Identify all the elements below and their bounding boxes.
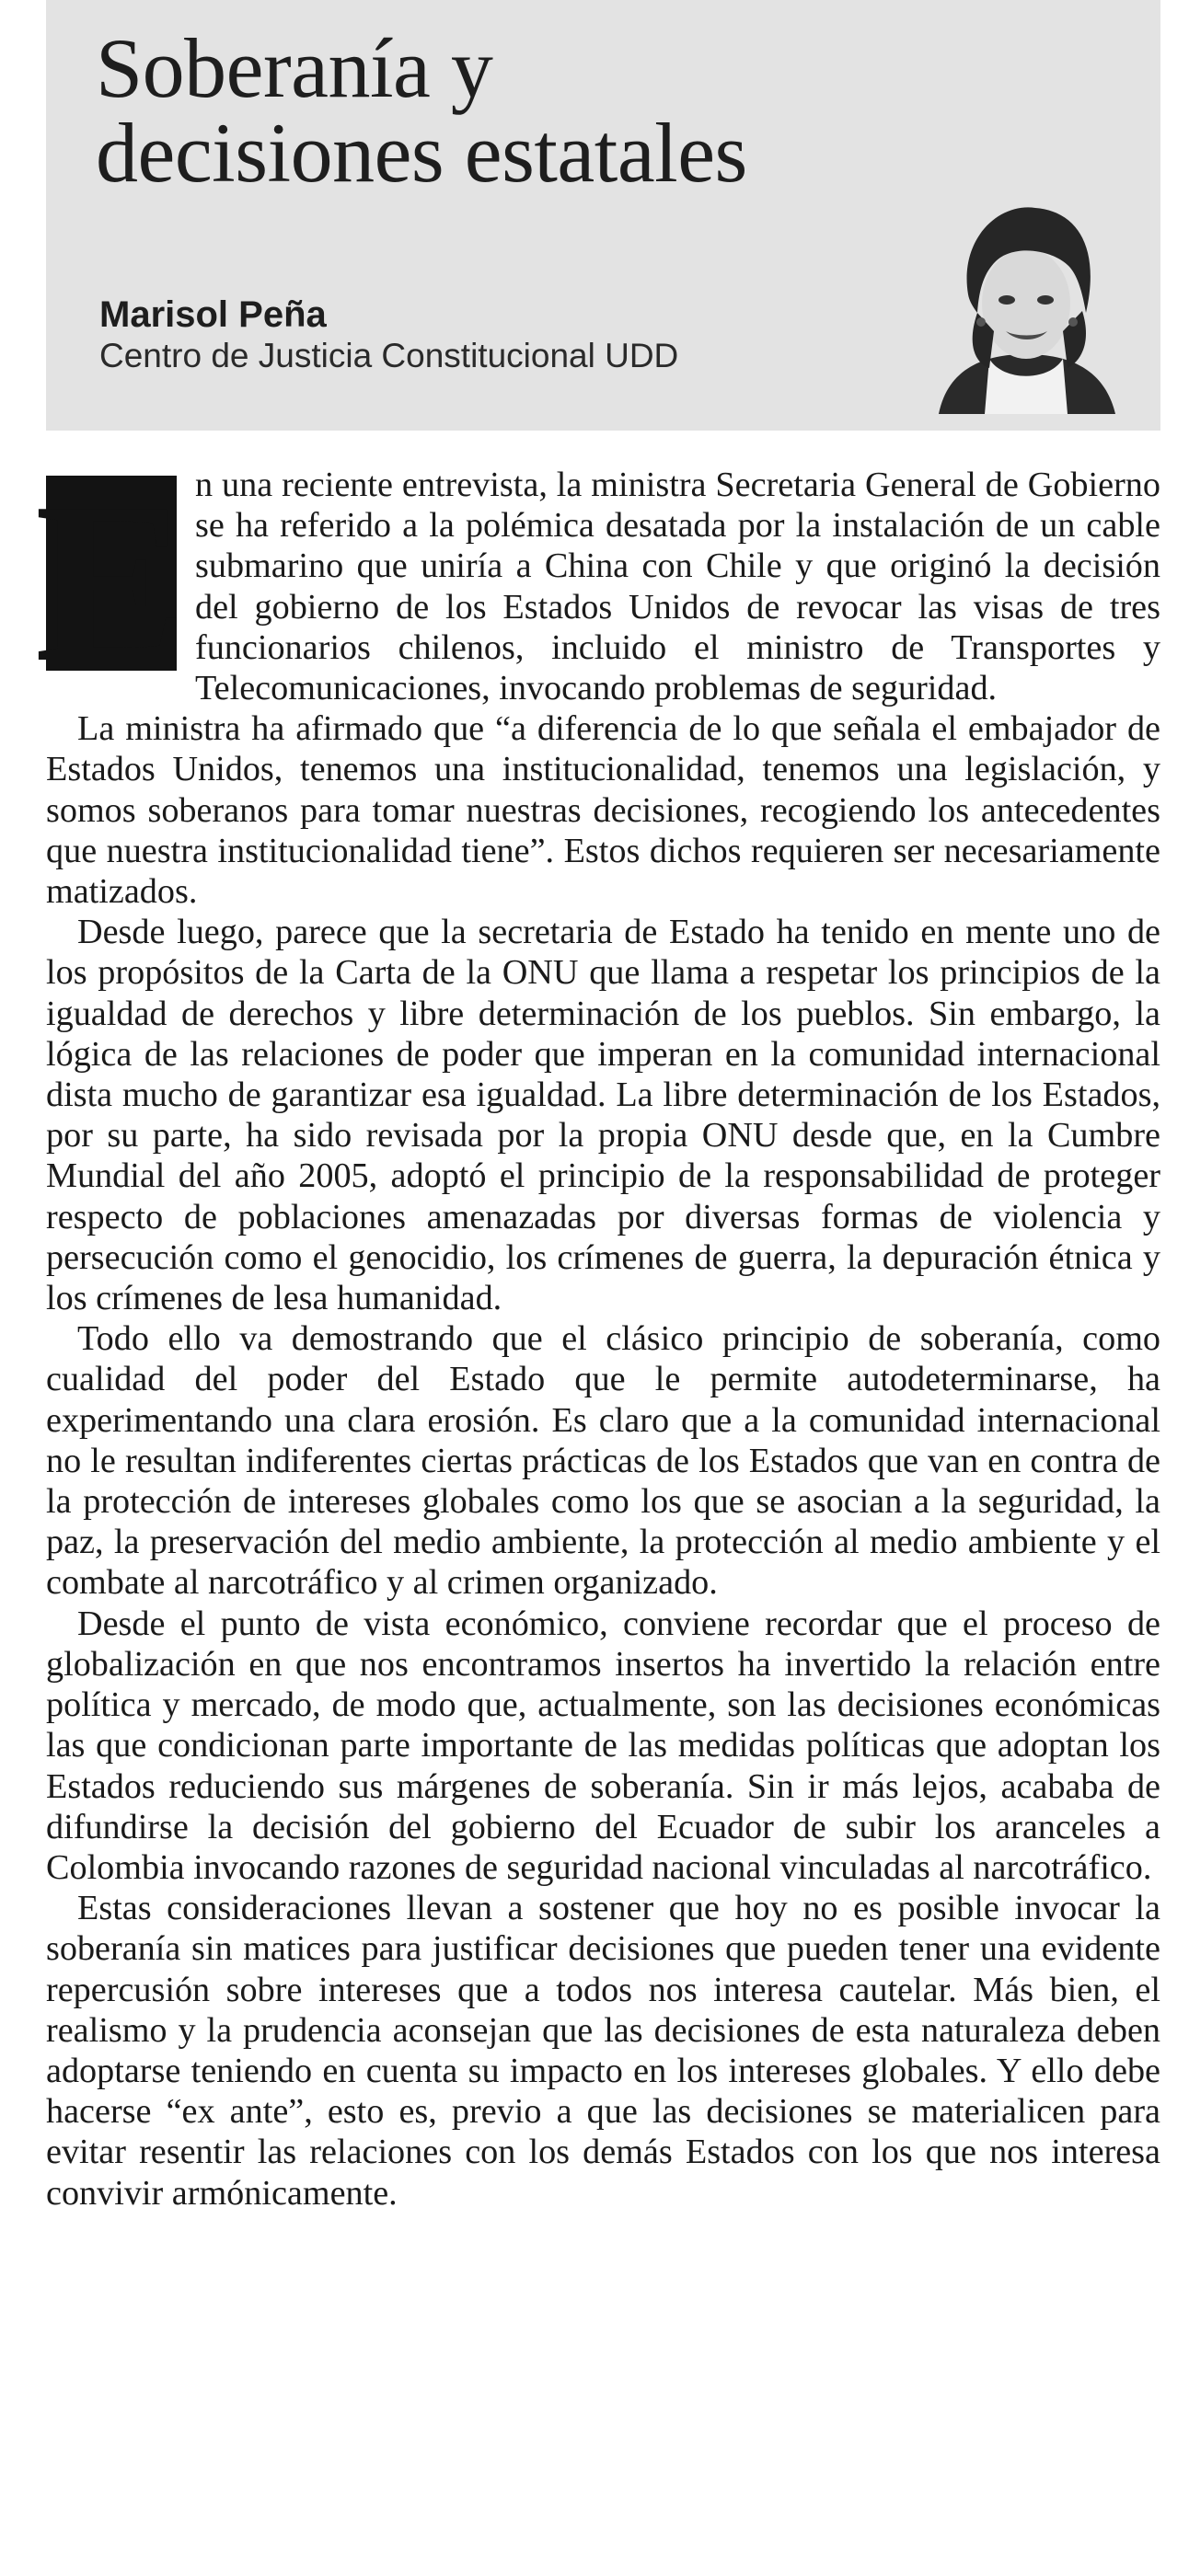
paragraph-5: Desde el punto de vista económico, conviene recordar que el proceso de globalización en que nos encontramos insertos ha invertido la relación entre política y mercado, de modo que, actualmente, son las decisiones económicas las que condicionan parte importante de las medidas políticas que adoptan los Estados reduciendo sus márgenes de soberanía. Sin ir más lejos, acababa de difundirse la decisión del gobierno del Ecuador de subir los aranceles a Colombia invocando razones de seguridad nacional vinculadas al narcotráfico. bbox=[46, 1604, 1160, 1887]
paragraph-3: Desde luego, parece que la secretaria de Estado ha tenido en mente uno de los propósitos de la Carta de la ONU que llama a respetar los principios de la igualdad de derechos y libre determinación de los pueblos. Sin embargo, la lógica de las relaciones de poder que imperan en la comunidad internacional dista mucho de garantizar esa igualdad. La libre determinación de los Estados, por su parte, ha sido revisada por la propia ONU desde que, en la Cumbre Mundial del año 2005, adoptó el principio de la responsabilidad de proteger respecto de poblaciones amenazadas por diversas formas de violencia y persecución como el genocidio, los crímenes de guerra, la depuración étnica y los crímenes de lesa humanidad. bbox=[46, 913, 1160, 1318]
article-body bbox=[34, 455, 1160, 2214]
dropcap-letter-graphic bbox=[34, 455, 189, 710]
article-header bbox=[46, 0, 1160, 431]
article-title bbox=[96, 21, 747, 200]
title-line-2: decisiones estatales bbox=[96, 106, 747, 200]
author-name: Marisol Peña bbox=[99, 294, 327, 335]
dropcap-e bbox=[34, 455, 189, 710]
paragraph-2: La ministra ha afirmado que “a diferencia de lo que señala el embajador de Estados Unidos, tenemos una institucionalidad, tenemos una legislación, y somos soberanos para tomar nuestras decisiones, recogiendo los antecedentes que nuestra institucionalidad tiene”. Estos dichos requieren ser necesariamente matizados. bbox=[46, 709, 1160, 912]
paragraph-6: Estas consideraciones llevan a sostener que hoy no es posible invocar la soberanía sin matices para justificar decisiones que pueden tener una evidente repercusión sobre intereses que a todos nos interesa cautelar. Más bien, el realismo y la prudencia aconsejan que las decisiones de esta naturaleza deben adoptarse teniendo en cuenta su impacto en los intereses globales. Y ello debe hacerse “ex ante”, esto es, previo a que las decisiones se materialicen para evitar resentir las relaciones con los demás Estados con los que nos interesa convivir armónicamente. bbox=[46, 1889, 1160, 2213]
author-portrait-icon bbox=[911, 184, 1141, 414]
dropcap-letter: E bbox=[34, 455, 189, 710]
paragraph-1-text: n una reciente entrevista, la ministra Secretaria General de Gobierno se ha referido a la polémica desatada por la instalación de un cable submarino que uniría a China con Chile y que originó la decisión del gobierno de los Estados Unidos de revocar las visas de tres funcionarios chilenos, incluido el ministro de Transportes y Telecomunicaciones, invocando problemas de seguridad. bbox=[195, 466, 1160, 708]
author-affiliation: Centro de Justicia Constitucional UDD bbox=[99, 337, 679, 374]
paragraph-1 bbox=[34, 455, 1160, 710]
title-line-1: Soberanía y bbox=[96, 21, 493, 115]
paragraph-4: Todo ello va demostrando que el clásico principio de soberanía, como cualidad del poder del Estado que le permite autodeterminarse, ha experimentando una clara erosión. Es claro que a la comunidad internacional no le resultan indiferentes ciertas prácticas de los Estados que van en contra de la protección de intereses globales como los que se asocian a la seguridad, la paz, la preservación del medio ambiente, la protección al medio ambiente y el combate al narcotráfico y al crimen organizado. bbox=[46, 1319, 1160, 1603]
